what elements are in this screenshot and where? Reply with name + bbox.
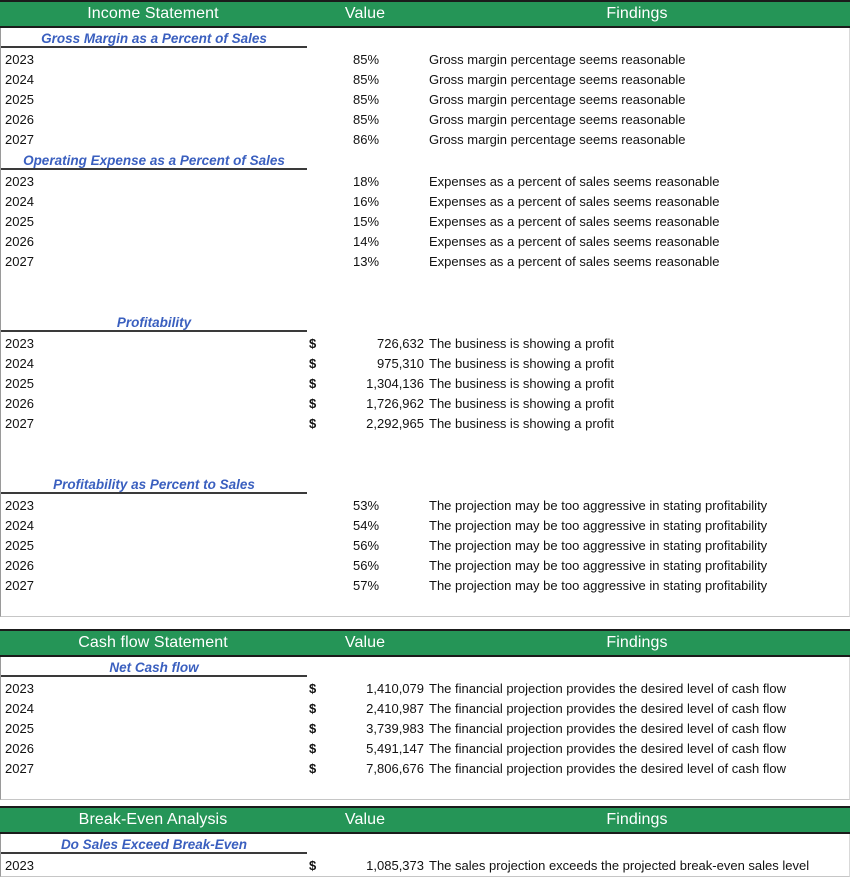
row-year-label: 2026 [5, 396, 34, 411]
currency-symbol: $ [309, 858, 317, 873]
currency-symbol: $ [309, 761, 317, 776]
table-row [1, 699, 849, 719]
report-section [0, 806, 850, 877]
row-finding-text: Expenses as a percent of sales seems reasonable [429, 214, 720, 229]
row-finding-text: The projection may be too aggressive in stating profitability [429, 518, 768, 533]
findings-column-header: Findings [606, 634, 668, 651]
data-rows [0, 172, 850, 312]
row-finding-text: The projection may be too aggressive in stating profitability [429, 538, 768, 553]
row-year-label: 2023 [5, 52, 34, 67]
row-year-label: 2024 [5, 194, 34, 209]
table-row [1, 856, 849, 876]
table-row [1, 172, 849, 192]
table-row [1, 374, 849, 394]
table-row [1, 212, 849, 232]
row-year-label: 2027 [5, 132, 34, 147]
value-column-header: Value [344, 811, 386, 828]
row-value-percent: 14% [352, 234, 380, 249]
currency-symbol: $ [309, 681, 317, 696]
currency-symbol: $ [309, 701, 317, 716]
subsection-title: Net Cash flow [1, 658, 307, 677]
blank-row [1, 292, 849, 312]
table-row [1, 719, 849, 739]
table-row [1, 516, 849, 536]
table-row [1, 739, 849, 759]
currency-symbol: $ [309, 336, 317, 351]
row-value-amount: 5,491,147 [366, 741, 424, 756]
currency-symbol: $ [309, 721, 317, 736]
row-value-amount: 975,310 [377, 356, 424, 371]
currency-symbol: $ [309, 416, 317, 431]
report-section [0, 629, 850, 800]
row-year-label: 2023 [5, 858, 34, 873]
row-value-percent: 54% [352, 518, 380, 533]
row-year-label: 2025 [5, 214, 34, 229]
table-row [1, 334, 849, 354]
row-finding-text: The sales projection exceeds the projected break-even sales level [429, 858, 810, 873]
row-year-label: 2023 [5, 174, 34, 189]
row-value-percent: 15% [352, 214, 380, 229]
blank-row [1, 272, 849, 292]
row-finding-text: Gross margin percentage seems reasonable [429, 92, 686, 107]
row-year-label: 2024 [5, 356, 34, 371]
blank-row [1, 596, 849, 616]
table-row [1, 414, 849, 434]
row-finding-text: Gross margin percentage seems reasonable [429, 72, 686, 87]
subsection-header-row [0, 834, 850, 856]
row-finding-text: The financial projection provides the desired level of cash flow [429, 741, 786, 756]
value-column-header: Value [344, 5, 386, 22]
section-title: Income Statement [87, 5, 219, 22]
currency-symbol: $ [309, 356, 317, 371]
row-finding-text: Gross margin percentage seems reasonable [429, 112, 686, 127]
row-value-percent: 57% [352, 578, 380, 593]
row-value-amount: 7,806,676 [366, 761, 424, 776]
table-row [1, 192, 849, 212]
row-value-percent: 18% [352, 174, 380, 189]
row-value-percent: 85% [352, 52, 380, 67]
table-row [1, 130, 849, 150]
table-row [1, 232, 849, 252]
table-row [1, 679, 849, 699]
row-value-percent: 85% [352, 92, 380, 107]
row-value-percent: 16% [352, 194, 380, 209]
row-year-label: 2027 [5, 416, 34, 431]
row-value-amount: 3,739,983 [366, 721, 424, 736]
row-year-label: 2024 [5, 72, 34, 87]
row-finding-text: The projection may be too aggressive in stating profitability [429, 498, 768, 513]
row-year-label: 2026 [5, 234, 34, 249]
data-rows [0, 334, 850, 474]
row-finding-text: The financial projection provides the desired level of cash flow [429, 721, 786, 736]
blank-row [1, 434, 849, 454]
row-year-label: 2025 [5, 92, 34, 107]
subsection-header-row [0, 474, 850, 496]
section-title: Cash flow Statement [78, 634, 228, 651]
row-year-label: 2023 [5, 681, 34, 696]
subsection-title: Operating Expense as a Percent of Sales [1, 151, 307, 170]
row-value-amount: 1,410,079 [366, 681, 424, 696]
section-title: Break-Even Analysis [78, 811, 228, 828]
row-finding-text: Expenses as a percent of sales seems reasonable [429, 174, 720, 189]
row-year-label: 2023 [5, 498, 34, 513]
row-year-label: 2025 [5, 376, 34, 391]
row-value-amount: 1,304,136 [366, 376, 424, 391]
currency-symbol: $ [309, 376, 317, 391]
row-year-label: 2024 [5, 518, 34, 533]
currency-symbol: $ [309, 396, 317, 411]
subsection-header-row [0, 657, 850, 679]
row-value-amount: 2,410,987 [366, 701, 424, 716]
row-finding-text: Expenses as a percent of sales seems reasonable [429, 194, 720, 209]
subsection-header-row [0, 28, 850, 50]
currency-symbol: $ [309, 741, 317, 756]
subsection-title: Profitability [1, 313, 307, 332]
row-finding-text: The financial projection provides the desired level of cash flow [429, 681, 786, 696]
blank-row [1, 779, 849, 799]
findings-column-header: Findings [606, 811, 668, 828]
subsection-title: Do Sales Exceed Break-Even [1, 835, 307, 854]
section-header-band [0, 806, 850, 834]
table-row [1, 556, 849, 576]
row-value-percent: 56% [352, 538, 380, 553]
row-finding-text: Expenses as a percent of sales seems reasonable [429, 254, 720, 269]
row-finding-text: The financial projection provides the desired level of cash flow [429, 701, 786, 716]
value-column-header: Value [344, 634, 386, 651]
row-value-percent: 85% [352, 112, 380, 127]
data-rows [0, 856, 850, 876]
subsection-title: Gross Margin as a Percent of Sales [1, 29, 307, 48]
row-year-label: 2027 [5, 761, 34, 776]
blank-row [1, 454, 849, 474]
row-year-label: 2026 [5, 112, 34, 127]
row-value-amount: 1,085,373 [366, 858, 424, 873]
row-value-percent: 85% [352, 72, 380, 87]
row-finding-text: The projection may be too aggressive in stating profitability [429, 578, 768, 593]
table-row [1, 252, 849, 272]
table-row [1, 90, 849, 110]
row-finding-text: Gross margin percentage seems reasonable [429, 132, 686, 147]
section-header-band [0, 629, 850, 657]
row-finding-text: The business is showing a profit [429, 336, 614, 351]
row-year-label: 2024 [5, 701, 34, 716]
table-row [1, 70, 849, 90]
row-finding-text: The projection may be too aggressive in stating profitability [429, 558, 768, 573]
row-value-amount: 2,292,965 [366, 416, 424, 431]
row-finding-text: The business is showing a profit [429, 396, 614, 411]
row-finding-text: The business is showing a profit [429, 356, 614, 371]
subsection-header-row [0, 312, 850, 334]
row-finding-text: Gross margin percentage seems reasonable [429, 52, 686, 67]
table-row [1, 496, 849, 516]
row-value-percent: 56% [352, 558, 380, 573]
row-value-percent: 86% [352, 132, 380, 147]
row-year-label: 2026 [5, 741, 34, 756]
row-year-label: 2025 [5, 538, 34, 553]
section-gap [0, 617, 850, 629]
table-row [1, 50, 849, 70]
row-value-amount: 726,632 [377, 336, 424, 351]
data-rows [0, 496, 850, 616]
row-finding-text: The business is showing a profit [429, 416, 614, 431]
findings-column-header: Findings [606, 5, 668, 22]
subsection-title: Profitability as Percent to Sales [1, 475, 307, 494]
table-row [1, 536, 849, 556]
table-row [1, 394, 849, 414]
section-header-band [0, 0, 850, 28]
row-finding-text: The financial projection provides the desired level of cash flow [429, 761, 786, 776]
row-value-percent: 53% [352, 498, 380, 513]
subsection-header-row [0, 150, 850, 172]
row-finding-text: Expenses as a percent of sales seems reasonable [429, 234, 720, 249]
table-row [1, 759, 849, 779]
table-row [1, 110, 849, 130]
row-value-percent: 13% [352, 254, 380, 269]
data-rows [0, 679, 850, 799]
row-finding-text: The business is showing a profit [429, 376, 614, 391]
row-year-label: 2027 [5, 578, 34, 593]
table-row [1, 576, 849, 596]
row-value-amount: 1,726,962 [366, 396, 424, 411]
table-row [1, 354, 849, 374]
data-rows [0, 50, 850, 150]
row-year-label: 2025 [5, 721, 34, 736]
row-year-label: 2026 [5, 558, 34, 573]
row-year-label: 2023 [5, 336, 34, 351]
row-year-label: 2027 [5, 254, 34, 269]
